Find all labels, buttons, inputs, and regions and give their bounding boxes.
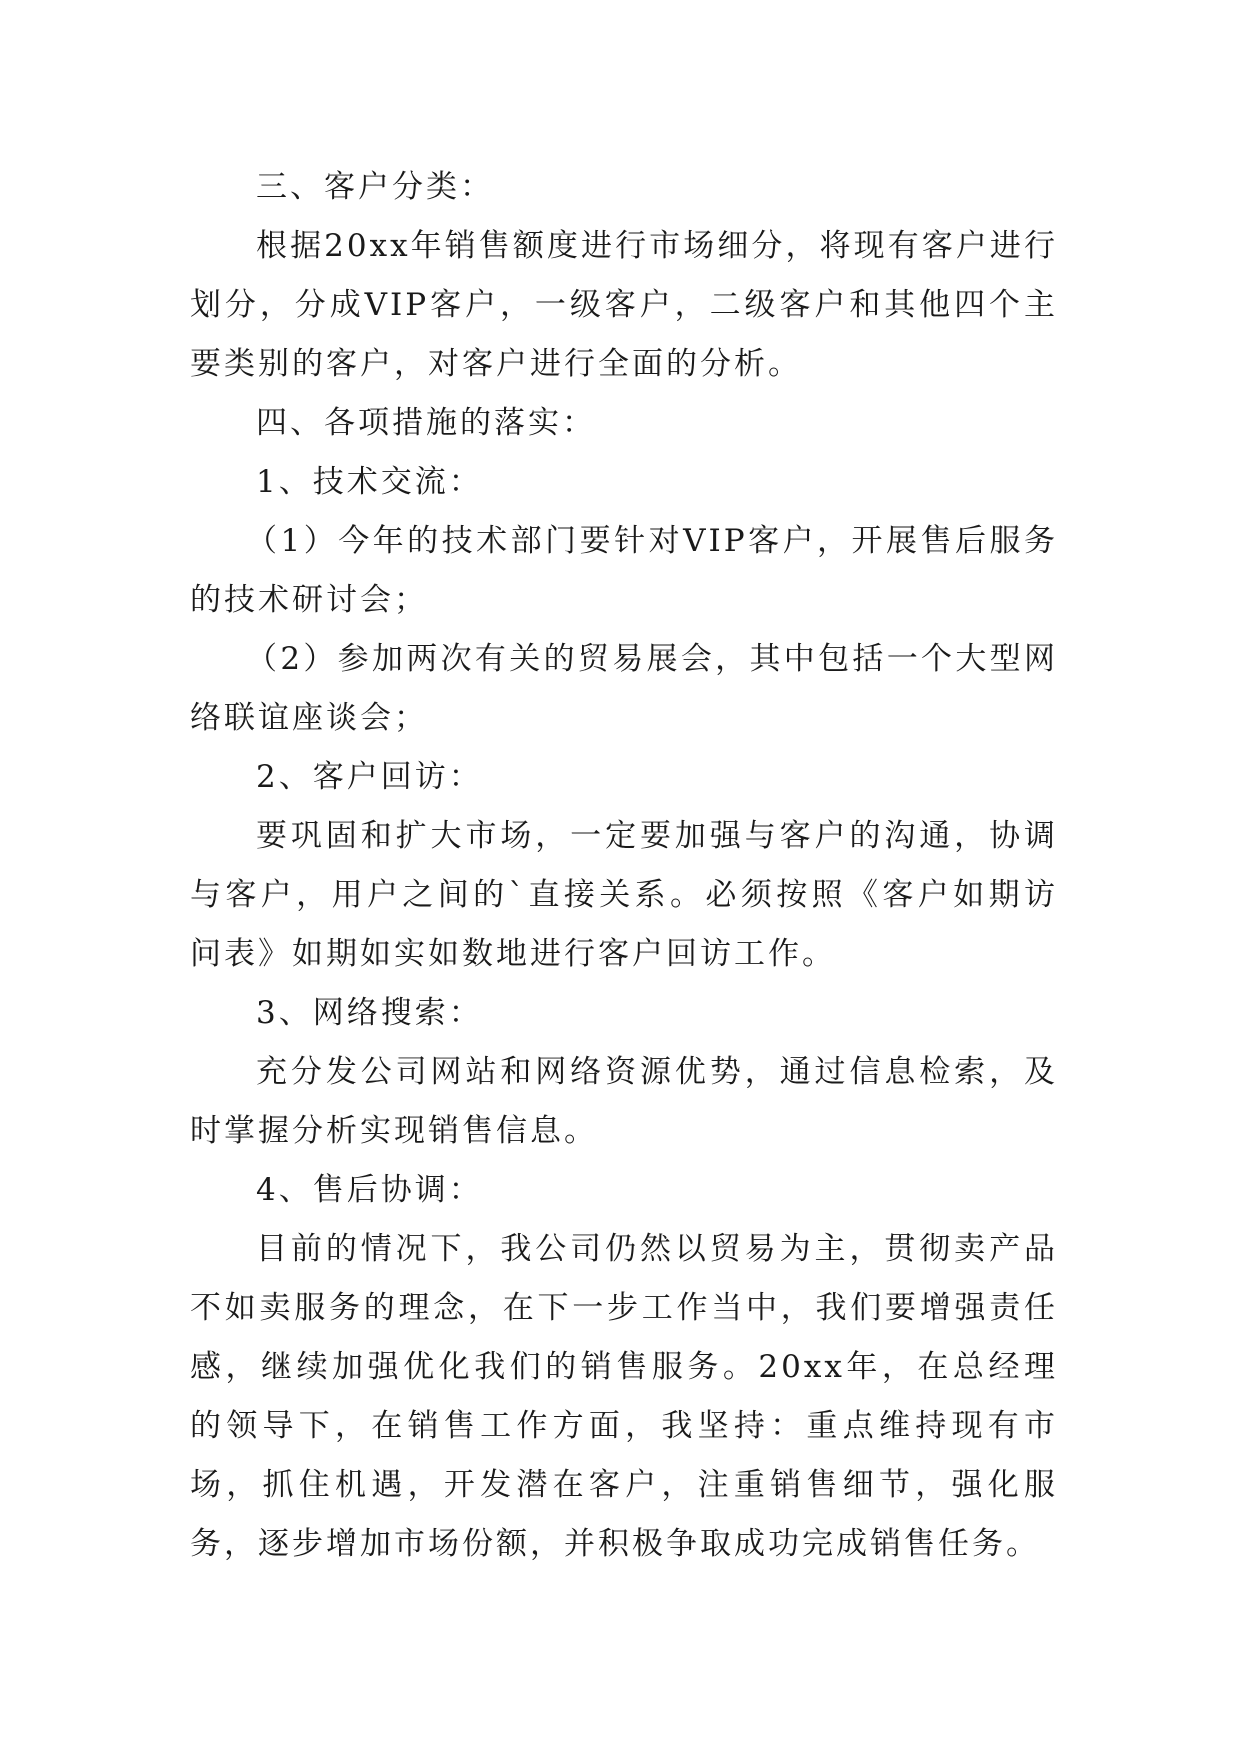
document-body	[190, 158, 1058, 1574]
list-item-technical-seminar: （1）今年的技术部门要针对VIP客户，开展售后服务的技术研讨会；	[190, 523, 1058, 618]
subheading-technical-exchange: 1、技术交流：	[256, 464, 483, 500]
section-heading-measures: 四、各项措施的落实：	[256, 405, 596, 441]
paragraph-after-sales: 目前的情况下，我公司仍然以贸易为主，贯彻卖产品不如卖服务的理念，在下一步工作当中，我们要增强责任感，继续加强优化我们的销售服务。20xx年，在总经理的领导下，在销售工作方面，我坚持：重点维持现有市场，抓住机遇，开发潜在客户，注重销售细节，强化服务，逐步增加市场份额，并积极争取成功完成销售任务。	[190, 1231, 1058, 1562]
subheading-network-search: 3、网络搜索：	[256, 995, 483, 1031]
list-item-trade-fairs: （2）参加两次有关的贸易展会，其中包括一个大型网络联谊座谈会；	[190, 641, 1058, 736]
subheading-customer-visits: 2、客户回访：	[256, 759, 483, 795]
section-heading-customer-classification: 三、客户分类：	[256, 169, 494, 205]
paragraph-customer-visits: 要巩固和扩大市场，一定要加强与客户的沟通，协调与客户，用户之间的`直接关系。必须按照《客户如期访问表》如期如实如数地进行客户回访工作。	[190, 818, 1058, 972]
paragraph-network-search: 充分发公司网站和网络资源优势，通过信息检索，及时掌握分析实现销售信息。	[190, 1054, 1058, 1149]
subheading-after-sales: 4、售后协调：	[256, 1172, 483, 1208]
paragraph-customer-classification: 根据20xx年销售额度进行市场细分，将现有客户进行划分，分成VIP客户，一级客户，二级客户和其他四个主要类别的客户，对客户进行全面的分析。	[190, 228, 1058, 382]
